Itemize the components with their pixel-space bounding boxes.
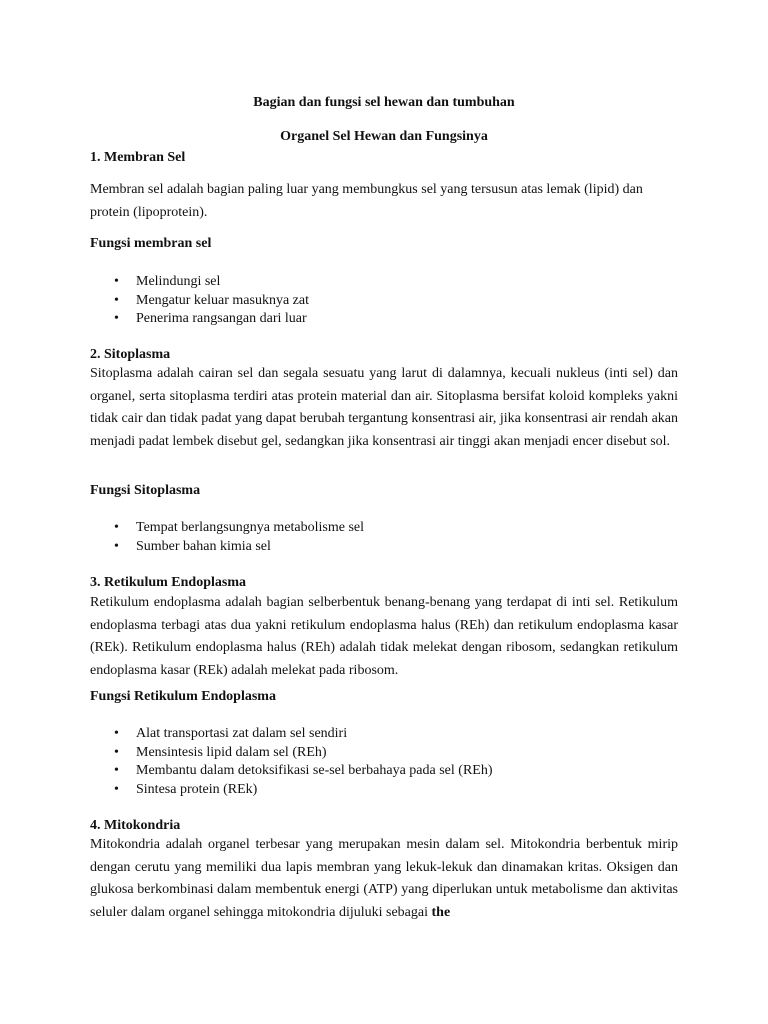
bullet-icon: •	[114, 292, 119, 308]
function-list-membran-sel	[90, 273, 309, 329]
function-heading-sitoplasma: Fungsi Sitoplasma	[90, 483, 201, 498]
function-list-retikulum-endoplasma	[90, 725, 493, 799]
bullet-icon: •	[114, 763, 119, 778]
function-heading-membran-sel: Fungsi membran sel	[90, 236, 212, 251]
bullet-icon: •	[114, 520, 119, 535]
bullet-icon: •	[114, 274, 119, 289]
bullet-icon: •	[114, 538, 119, 554]
list-item: • Alat transportasi zat dalam sel sendiri	[90, 725, 493, 744]
paragraph-bold-tail: the	[431, 904, 451, 920]
section-heading-sitoplasma: 2. Sitoplasma	[90, 347, 171, 362]
list-item: • Mengatur keluar masuknya zat	[90, 292, 309, 311]
section-paragraph-mitokondria	[90, 834, 678, 924]
section-paragraph-membran-sel: Membran sel adalah bagian paling luar yang membungkus sel yang tersusun atas lemak (lipid) dan protein (lipoprotein).	[90, 182, 643, 220]
document-subtitle: Organel Sel Hewan dan Fungsinya	[280, 129, 488, 144]
function-heading-retikulum-endoplasma: Fungsi Retikulum Endoplasma	[90, 689, 276, 704]
list-item: • Sumber bahan kimia sel	[90, 538, 364, 557]
list-item: • Mensintesis lipid dalam sel (REh)	[90, 744, 493, 763]
list-item: • Tempat berlangsungnya metabolisme sel	[90, 519, 364, 538]
list-item: • Sintesa protein (REk)	[90, 781, 493, 800]
section-heading-membran-sel: 1. Membran Sel	[90, 150, 186, 165]
section-heading-retikulum-endoplasma: 3. Retikulum Endoplasma	[90, 575, 246, 590]
paragraph-text: Mitokondria adalah organel terbesar yang merupakan mesin dalam sel. Mitokondria berbentuk mirip dengan cerutu yang memiliki dua lapis membran yang lekuk-lekuk dan dinamakan kritas. Oksigen dan glukosa berkombinasi dalam membentuk energi (ATP) yang diperlukan untuk metabolisme dan aktivitas seluler dalam organel sehingga mitokondria dijuluki sebagai	[90, 837, 678, 920]
section-paragraph-sitoplasma: Sitoplasma adalah cairan sel dan segala sesuatu yang larut di dalamnya, kecuali nukleus (inti sel) dan organel, serta sitoplasma terdiri atas protein material dan air. Sitoplasma bersifat koloid kompleks yakni tidak cair dan tidak padat yang dapat berubah tergantung konsentrasi air, jika konsentrasi air rendah akan menjadi padat lembek disebut gel, sedangkan jika konsentrasi air tinggi akan menjadi encer disebut sol.	[90, 366, 678, 449]
list-item: • Membantu dalam detoksifikasi se-sel berbahaya pada sel (REh)	[90, 762, 493, 781]
document-title: Bagian dan fungsi sel hewan dan tumbuhan	[253, 95, 515, 110]
function-list-sitoplasma	[90, 519, 364, 556]
bullet-icon: •	[114, 781, 119, 797]
list-item: • Melindungi sel	[90, 273, 309, 292]
bullet-icon: •	[114, 311, 119, 326]
section-paragraph-retikulum-endoplasma: Retikulum endoplasma adalah bagian selberbentuk benang-benang yang terdapat di inti sel. Retikulum endoplasma terbagi atas dua yakni retikulum endoplasma halus (REh) dan retikulum endoplasma kasar (REk). Retikulum endoplasma halus (REh) adalah tidak melekat dengan ribosom, sedangkan retikulum endoplasma kasar (REk) adalah melekat pada ribosom.	[90, 595, 678, 678]
bullet-icon: •	[114, 744, 119, 760]
list-item: • Penerima rangsangan dari luar	[90, 310, 309, 329]
section-heading-mitokondria: 4. Mitokondria	[90, 818, 181, 833]
bullet-icon: •	[114, 726, 119, 741]
